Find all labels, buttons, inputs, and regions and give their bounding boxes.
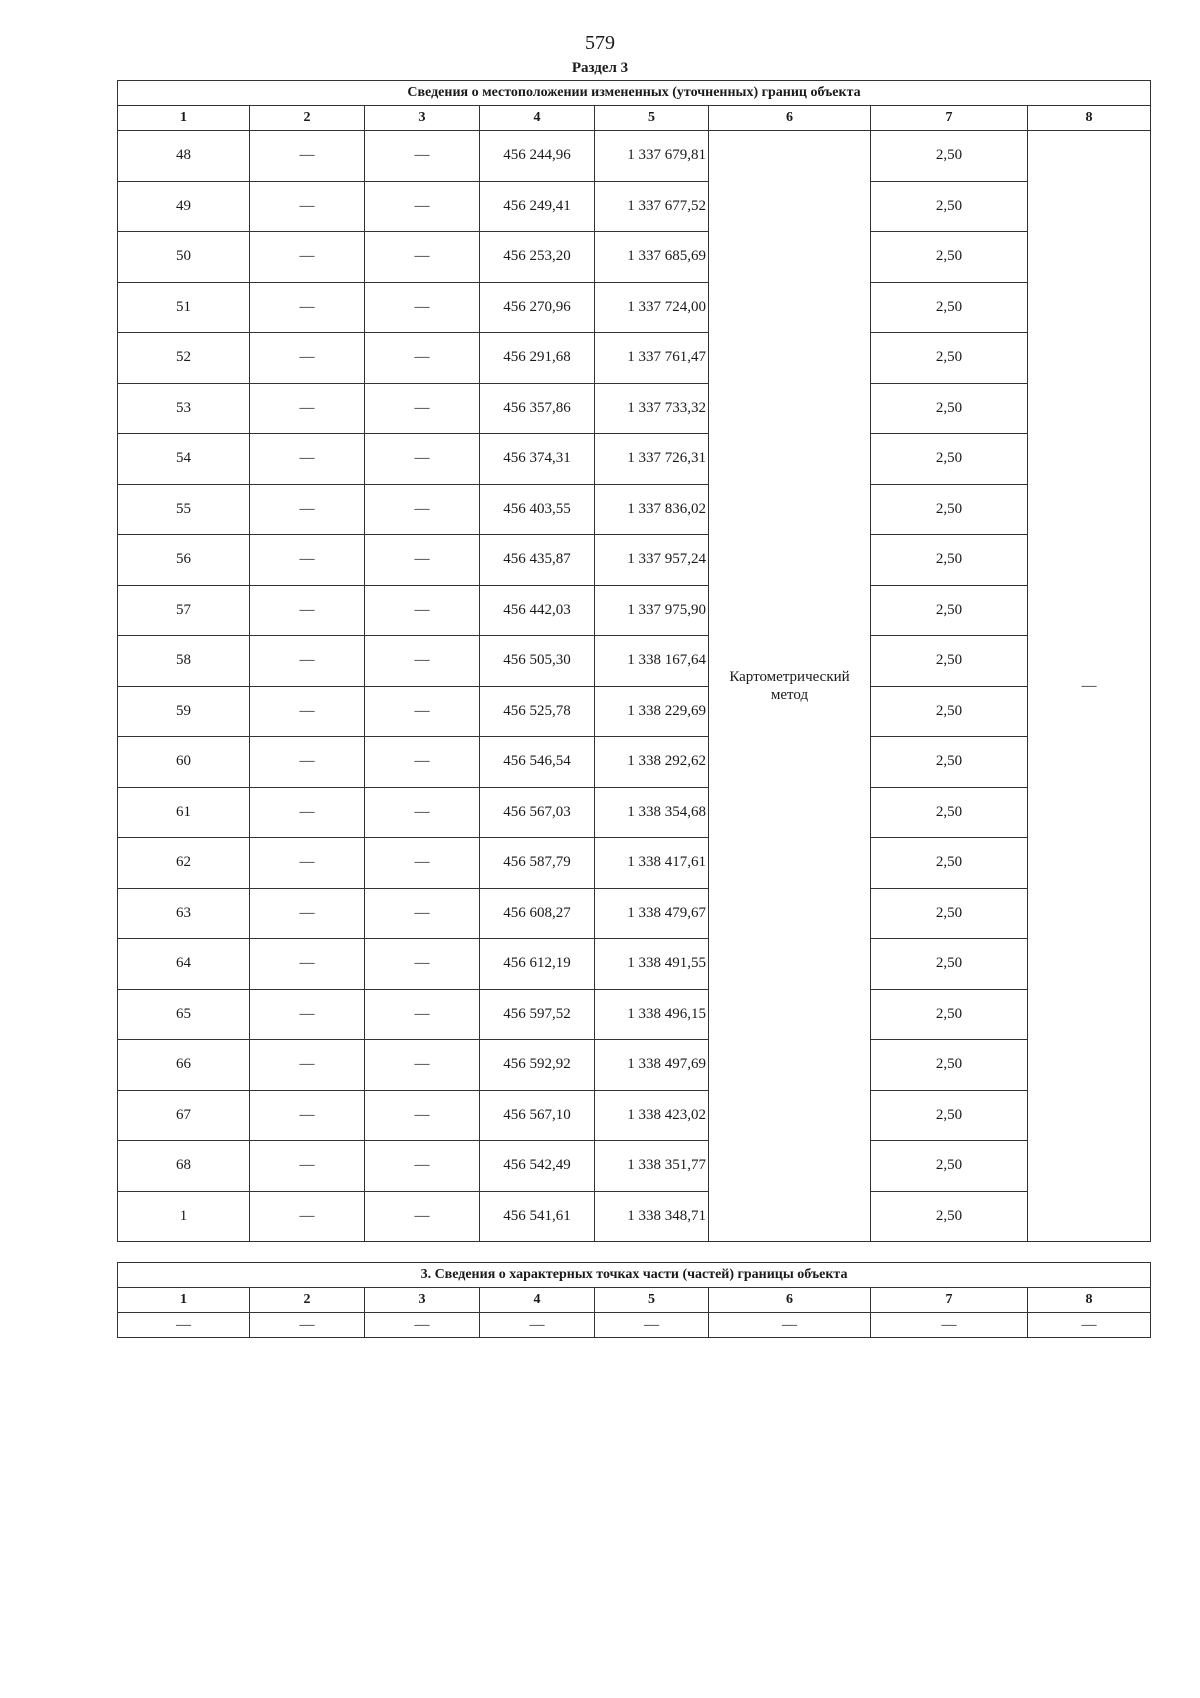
y-coordinate: 1 338 292,62 — [595, 737, 709, 788]
x-coordinate: 456 442,03 — [480, 585, 595, 636]
x-coordinate: 456 597,52 — [480, 989, 595, 1040]
table-row — [118, 838, 1151, 889]
point-number: 57 — [118, 585, 250, 636]
point-number: 59 — [118, 686, 250, 737]
table-row — [118, 888, 1151, 939]
table-cell: — — [118, 1313, 250, 1338]
column-header: 3 — [365, 106, 480, 131]
point-number: 50 — [118, 232, 250, 283]
accuracy-value: 2,50 — [871, 686, 1028, 737]
column-header: 6 — [709, 106, 871, 131]
y-coordinate: 1 337 677,52 — [595, 181, 709, 232]
table-cell: — — [365, 383, 480, 434]
column-header: 4 — [480, 106, 595, 131]
column-header: 2 — [250, 106, 365, 131]
y-coordinate: 1 338 423,02 — [595, 1090, 709, 1141]
accuracy-value: 2,50 — [871, 1191, 1028, 1242]
table-cell: — — [365, 989, 480, 1040]
accuracy-value: 2,50 — [871, 737, 1028, 788]
table-cell: — — [250, 939, 365, 990]
table-row — [118, 1141, 1151, 1192]
accuracy-value: 2,50 — [871, 989, 1028, 1040]
x-coordinate: 456 542,49 — [480, 1141, 595, 1192]
table-row — [118, 282, 1151, 333]
column-header: 7 — [871, 106, 1028, 131]
table-caption: Сведения о местоположении измененных (уточненных) границ объекта — [118, 81, 1151, 106]
table-cell: — — [365, 232, 480, 283]
table-cell: — — [365, 1141, 480, 1192]
table-cell: — — [250, 333, 365, 384]
table-row — [118, 1040, 1151, 1091]
table-cell: — — [365, 282, 480, 333]
table-cell: — — [250, 888, 365, 939]
accuracy-value: 2,50 — [871, 282, 1028, 333]
table-row — [118, 181, 1151, 232]
column-header: 1 — [118, 1288, 250, 1313]
table-cell: — — [871, 1313, 1028, 1338]
x-coordinate: 456 567,10 — [480, 1090, 595, 1141]
table-row — [118, 636, 1151, 687]
table-cell: — — [365, 737, 480, 788]
table-cell: — — [365, 1313, 480, 1338]
table-cell: — — [365, 939, 480, 990]
table-cell: — — [250, 1313, 365, 1338]
table-cell: — — [250, 989, 365, 1040]
table-row — [118, 434, 1151, 485]
table-row — [118, 686, 1151, 737]
x-coordinate: 456 435,87 — [480, 535, 595, 586]
table-cell: — — [250, 737, 365, 788]
x-coordinate: 456 541,61 — [480, 1191, 595, 1242]
table-row — [118, 585, 1151, 636]
accuracy-value: 2,50 — [871, 1141, 1028, 1192]
y-coordinate: 1 338 479,67 — [595, 888, 709, 939]
table-row — [118, 787, 1151, 838]
table-row — [118, 1090, 1151, 1141]
point-number: 65 — [118, 989, 250, 1040]
accuracy-value: 2,50 — [871, 181, 1028, 232]
table-cell: — — [250, 383, 365, 434]
table-cell: — — [250, 838, 365, 889]
table-cell: — — [365, 333, 480, 384]
x-coordinate: 456 567,03 — [480, 787, 595, 838]
table-row — [118, 484, 1151, 535]
table-cell: — — [250, 282, 365, 333]
y-coordinate: 1 337 724,00 — [595, 282, 709, 333]
y-coordinate: 1 337 685,69 — [595, 232, 709, 283]
accuracy-value: 2,50 — [871, 484, 1028, 535]
accuracy-value: 2,50 — [871, 939, 1028, 990]
accuracy-value: 2,50 — [871, 1090, 1028, 1141]
y-coordinate: 1 338 354,68 — [595, 787, 709, 838]
point-number: 51 — [118, 282, 250, 333]
point-number: 56 — [118, 535, 250, 586]
x-coordinate: 456 525,78 — [480, 686, 595, 737]
part-boundary-points-table — [117, 1262, 1151, 1338]
column-header: 8 — [1028, 106, 1151, 131]
table-cell: — — [250, 484, 365, 535]
table-cell: — — [250, 686, 365, 737]
accuracy-value: 2,50 — [871, 333, 1028, 384]
column-header: 8 — [1028, 1288, 1151, 1313]
x-coordinate: 456 357,86 — [480, 383, 595, 434]
table-cell: — — [250, 1040, 365, 1091]
x-coordinate: 456 253,20 — [480, 232, 595, 283]
table-row — [118, 131, 1151, 182]
table-cell: — — [365, 434, 480, 485]
point-number: 60 — [118, 737, 250, 788]
x-coordinate: 456 592,92 — [480, 1040, 595, 1091]
table-cell: — — [250, 181, 365, 232]
y-coordinate: 1 338 417,61 — [595, 838, 709, 889]
table-cell: — — [365, 181, 480, 232]
x-coordinate: 456 244,96 — [480, 131, 595, 182]
table-row — [118, 535, 1151, 586]
y-coordinate: 1 338 167,64 — [595, 636, 709, 687]
table-row — [118, 939, 1151, 990]
x-coordinate: 456 403,55 — [480, 484, 595, 535]
y-coordinate: 1 338 229,69 — [595, 686, 709, 737]
column-header: 2 — [250, 1288, 365, 1313]
point-number: 62 — [118, 838, 250, 889]
point-number: 58 — [118, 636, 250, 687]
point-number: 67 — [118, 1090, 250, 1141]
x-coordinate: 456 374,31 — [480, 434, 595, 485]
method-cell: Картометрический метод — [709, 131, 871, 1242]
point-number: 66 — [118, 1040, 250, 1091]
column-header: 5 — [595, 106, 709, 131]
y-coordinate: 1 337 761,47 — [595, 333, 709, 384]
table-cell: — — [480, 1313, 595, 1338]
table-cell: — — [365, 585, 480, 636]
point-number: 52 — [118, 333, 250, 384]
y-coordinate: 1 337 679,81 — [595, 131, 709, 182]
boundary-coordinates-table — [117, 80, 1151, 1242]
x-coordinate: 456 608,27 — [480, 888, 595, 939]
accuracy-value: 2,50 — [871, 888, 1028, 939]
table-cell: — — [250, 232, 365, 283]
table-row — [118, 1191, 1151, 1242]
table-cell: — — [250, 434, 365, 485]
y-coordinate: 1 338 351,77 — [595, 1141, 709, 1192]
column-header: 4 — [480, 1288, 595, 1313]
x-coordinate: 456 505,30 — [480, 636, 595, 687]
point-number: 54 — [118, 434, 250, 485]
table-row — [118, 333, 1151, 384]
y-coordinate: 1 338 497,69 — [595, 1040, 709, 1091]
table-cell: — — [250, 1090, 365, 1141]
x-coordinate: 456 291,68 — [480, 333, 595, 384]
table-cell: — — [250, 1141, 365, 1192]
table-cell: — — [365, 1040, 480, 1091]
y-coordinate: 1 338 491,55 — [595, 939, 709, 990]
table-cell: — — [1028, 1313, 1151, 1338]
accuracy-value: 2,50 — [871, 535, 1028, 586]
y-coordinate: 1 337 726,31 — [595, 434, 709, 485]
y-coordinate: 1 337 836,02 — [595, 484, 709, 535]
accuracy-value: 2,50 — [871, 232, 1028, 283]
column-header: 1 — [118, 106, 250, 131]
table-row — [118, 383, 1151, 434]
y-coordinate: 1 338 348,71 — [595, 1191, 709, 1242]
table-cell: — — [250, 535, 365, 586]
point-number: 68 — [118, 1141, 250, 1192]
table-cell: — — [365, 787, 480, 838]
x-coordinate: 456 546,54 — [480, 737, 595, 788]
point-number: 61 — [118, 787, 250, 838]
table-cell: — — [250, 585, 365, 636]
x-coordinate: 456 587,79 — [480, 838, 595, 889]
accuracy-value: 2,50 — [871, 131, 1028, 182]
table-cell: — — [365, 636, 480, 687]
x-coordinate: 456 612,19 — [480, 939, 595, 990]
point-number: 1 — [118, 1191, 250, 1242]
table-cell: — — [709, 1313, 871, 1338]
point-number: 53 — [118, 383, 250, 434]
table-row — [118, 232, 1151, 283]
point-number: 49 — [118, 181, 250, 232]
accuracy-value: 2,50 — [871, 1040, 1028, 1091]
accuracy-value: 2,50 — [871, 383, 1028, 434]
column-header: 5 — [595, 1288, 709, 1313]
table-cell: — — [250, 1191, 365, 1242]
table-cell: — — [595, 1313, 709, 1338]
table-cell: — — [365, 1090, 480, 1141]
point-number: 64 — [118, 939, 250, 990]
column8-cell: — — [1028, 131, 1151, 1242]
accuracy-value: 2,50 — [871, 636, 1028, 687]
point-number: 48 — [118, 131, 250, 182]
accuracy-value: 2,50 — [871, 787, 1028, 838]
table-row — [118, 737, 1151, 788]
x-coordinate: 456 249,41 — [480, 181, 595, 232]
accuracy-value: 2,50 — [871, 434, 1028, 485]
column-header: 6 — [709, 1288, 871, 1313]
accuracy-value: 2,50 — [871, 585, 1028, 636]
page-number: 579 — [585, 32, 615, 54]
column-header: 7 — [871, 1288, 1028, 1313]
table-row — [118, 989, 1151, 1040]
table-caption: 3. Сведения о характерных точках части (частей) границы объекта — [118, 1263, 1151, 1288]
table-cell: — — [365, 686, 480, 737]
table-cell: — — [365, 1191, 480, 1242]
y-coordinate: 1 337 957,24 — [595, 535, 709, 586]
table-cell: — — [365, 484, 480, 535]
y-coordinate: 1 337 733,32 — [595, 383, 709, 434]
table-cell: — — [250, 787, 365, 838]
point-number: 55 — [118, 484, 250, 535]
x-coordinate: 456 270,96 — [480, 282, 595, 333]
table-cell: — — [250, 636, 365, 687]
accuracy-value: 2,50 — [871, 838, 1028, 889]
section-title: Раздел 3 — [571, 60, 629, 76]
table-cell: — — [250, 131, 365, 182]
table-cell: — — [365, 131, 480, 182]
y-coordinate: 1 338 496,15 — [595, 989, 709, 1040]
table-cell: — — [365, 888, 480, 939]
column-header: 3 — [365, 1288, 480, 1313]
point-number: 63 — [118, 888, 250, 939]
y-coordinate: 1 337 975,90 — [595, 585, 709, 636]
table-cell: — — [365, 838, 480, 889]
table-cell: — — [365, 535, 480, 586]
